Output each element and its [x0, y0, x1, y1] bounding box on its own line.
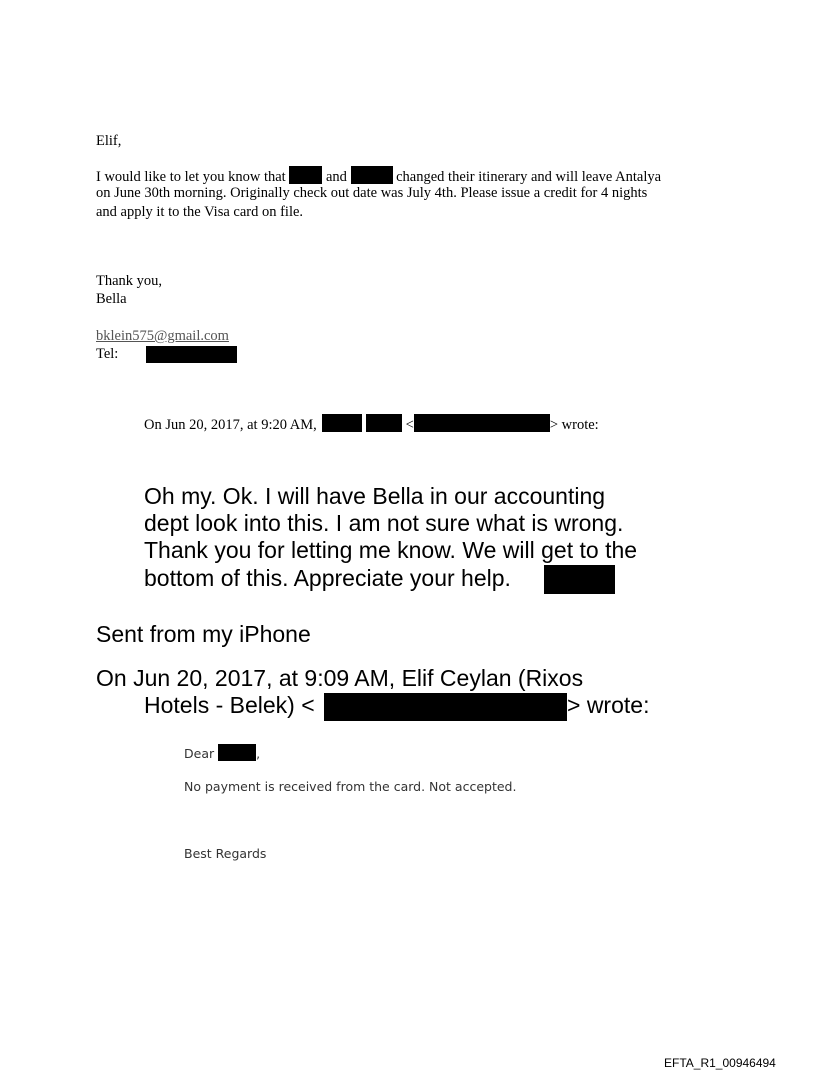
- message-line: No payment is received from the card. Not accepted.: [184, 779, 517, 794]
- email-link[interactable]: [96, 327, 229, 345]
- dear-text: Dear: [184, 746, 215, 761]
- body-text: changed their itinerary and will leave Antalya: [396, 169, 662, 185]
- quote-body-line-1: Oh my. Ok. I will have Bella in our accounting: [144, 483, 606, 509]
- signature-name: Bella: [96, 291, 127, 307]
- redaction-block: [146, 346, 237, 363]
- redaction-block: [218, 744, 256, 761]
- body-line-3: and apply it to the Visa card on file.: [96, 204, 304, 220]
- redaction-block: [322, 414, 362, 432]
- quote-header-2-line-2: [144, 692, 315, 719]
- quote-header-1: [144, 414, 599, 434]
- quote-body-line-4: [144, 565, 511, 592]
- quote-header-text: Hotels - Belek) <: [144, 692, 315, 718]
- quote-header-text: On Jun 20, 2017, at 9:20 AM,: [144, 417, 317, 433]
- quote-header-text: > wrote:: [549, 417, 599, 433]
- sent-from-line: Sent from my iPhone: [96, 621, 311, 647]
- telephone-line: [96, 345, 118, 363]
- quote-header-text: <: [405, 417, 414, 433]
- redaction-block: [544, 565, 615, 594]
- redaction-block: [366, 414, 402, 432]
- redaction-block: [289, 166, 322, 184]
- email-address[interactable]: bklein575@gmail.com: [96, 328, 229, 344]
- redaction-block: [351, 166, 393, 184]
- body-text: and: [325, 169, 347, 185]
- quote-body-line-2: dept look into this. I am not sure what is wrong.: [144, 510, 624, 536]
- closing-line: Best Regards: [184, 846, 267, 861]
- dear-comma: ,: [256, 746, 261, 761]
- document-id: EFTA_R1_00946494: [664, 1056, 776, 1070]
- salutation: Elif,: [96, 133, 122, 149]
- dear-line: [184, 744, 260, 762]
- redaction-block: [324, 693, 567, 721]
- quote-header-2-line-1: On Jun 20, 2017, at 9:09 AM, Elif Ceylan (Rixos: [96, 665, 584, 691]
- sign-off: Thank you,: [96, 273, 163, 289]
- quote-body-text: bottom of this. Appreciate your help.: [144, 565, 511, 591]
- quote-body-line-3: Thank you for letting me know. We will get to the: [144, 537, 638, 563]
- body-line-1: [96, 166, 661, 186]
- quote-header-2-wrote: > wrote:: [567, 692, 650, 718]
- redaction-block: [414, 414, 550, 432]
- body-text: I would like to let you know that: [96, 169, 286, 185]
- body-line-2: on June 30th morning. Originally check out date was July 4th. Please issue a credit for 4 nights: [96, 185, 648, 201]
- tel-label: Tel:: [96, 346, 119, 362]
